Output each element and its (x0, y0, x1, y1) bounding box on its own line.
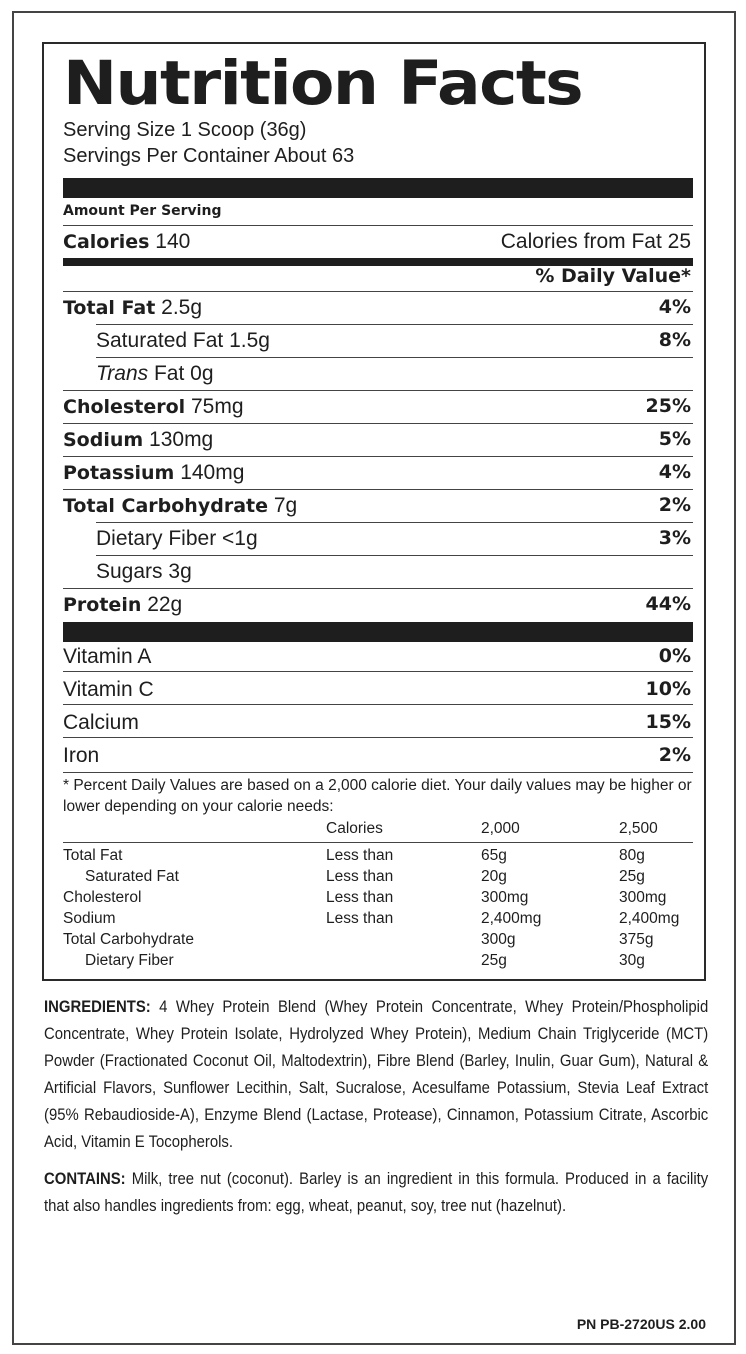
calories-row (63, 225, 693, 258)
nutrient-row-sodium (63, 423, 693, 456)
vitamin-name: Vitamin A (63, 645, 152, 668)
nutrient-name: Sodium 130mg (63, 428, 214, 451)
nutrient-dv: 2% (658, 494, 691, 516)
nutrient-row-sugars (63, 555, 693, 588)
dv-table-header (63, 820, 693, 842)
nutrient-row-total-fat (63, 291, 693, 324)
vitamin-name: Iron (63, 744, 100, 767)
nutrient-dv: 25% (645, 395, 691, 417)
nutrient-row-protein (63, 588, 693, 621)
nutrient-row-saturated-fat (63, 324, 693, 357)
nutrient-name: Potassium 140mg (63, 461, 245, 484)
nutrient-name: Sugars 3g (96, 560, 192, 583)
calories-from-fat-label: Calories from Fat (500, 230, 662, 253)
calories-label: Calories (63, 231, 150, 253)
nutrient-name: Dietary Fiber <1g (96, 527, 258, 550)
daily-value-footnote: * Percent Daily Values are based on a 2,000 calorie diet. Your daily values may be higher or lower depending on your calorie needs: (63, 777, 692, 815)
nutrient-name: Total Carbohydrate 7g (63, 494, 298, 517)
vitamin-dv: 10% (645, 678, 691, 700)
dv-header-2000: 2,000 (481, 820, 520, 837)
amount-per-serving: Amount Per Serving (63, 203, 222, 219)
nutrient-name: Total Fat 2.5g (63, 296, 203, 319)
contains-label: CONTAINS: (44, 1170, 126, 1188)
serving-size: Serving Size 1 Scoop (36g) (63, 119, 307, 141)
nutrient-dv: 5% (658, 428, 691, 450)
contains-statement (44, 1166, 708, 1220)
nutrient-name: Cholesterol 75mg (63, 395, 244, 418)
vitamin-dv: 15% (645, 711, 691, 733)
nutrient-row-dietary-fiber (63, 522, 693, 555)
divider (63, 772, 693, 773)
divider (63, 842, 693, 843)
vitamin-dv: 2% (658, 744, 691, 766)
panel-title: Nutrition Facts (63, 48, 583, 119)
nutrient-dv: 8% (658, 329, 691, 351)
nutrient-name: Saturated Fat 1.5g (96, 329, 270, 352)
contains-text: Milk, tree nut (coconut). Barley is an ingredient in this formula. Produced in a facility that also handles ingredients from: egg, wheat, peanut, soy, tree nut (hazelnut). (44, 1170, 709, 1215)
vitamin-row-a (63, 640, 693, 673)
nutrient-row-total-carbohydrate (63, 489, 693, 522)
ingredients-label: INGREDIENTS: (44, 998, 151, 1016)
thick-divider-top (63, 178, 693, 198)
nutrient-dv: 3% (658, 527, 691, 549)
dv-header-2500: 2,500 (619, 820, 658, 837)
vitamin-row-iron (63, 739, 693, 772)
nutrient-name: Trans Fat 0g (96, 362, 214, 385)
nutrient-row-cholesterol (63, 390, 693, 423)
vitamin-row-c (63, 673, 693, 706)
nutrient-row-trans-fat (63, 357, 693, 390)
nutrient-row-potassium (63, 456, 693, 489)
vitamin-name: Vitamin C (63, 678, 154, 701)
servings-per-container: Servings Per Container About 63 (63, 145, 355, 167)
dv-header-calories: Calories (326, 820, 383, 837)
calories-value: 140 (155, 230, 191, 253)
part-number: PN PB-2720US 2.00 (576, 1316, 706, 1332)
divider (63, 671, 693, 672)
calories-from-fat-value: 25 (667, 230, 691, 253)
ingredients-text: 4 Whey Protein Blend (Whey Protein Concentrate, Whey Protein/Phospholipid Concentrate, Whey Protein Isolate, Hydrolyzed Whey Protein), Medium Chain Triglyceride (MCT) Powder (Fractionated Coconut Oil, Maltodextrin), Fibre Blend (Barley, Inulin, Guar Gum), Natural & Artificial Flavors, Sunflower Lecithin, Salt, Sucralose, Acesulfame Potassium, Stevia Leaf Extract (95% Rebaudioside-A), Enzyme Blend (Lactase, Protease), Cinnamon, Potassium Citrate, Ascorbic Acid, Vitamin E Tocopherols. (44, 998, 709, 1151)
calories-name (63, 225, 190, 259)
ingredients-statement (44, 994, 708, 1156)
vitamin-name: Calcium (63, 711, 139, 734)
daily-value-header-row (63, 262, 693, 290)
daily-value-header: % Daily Value* (535, 265, 691, 287)
nutrient-dv: 4% (658, 461, 691, 483)
calories-from-fat (501, 225, 691, 258)
nutrient-dv: 4% (658, 296, 691, 318)
vitamin-row-calcium (63, 706, 693, 739)
divider (63, 704, 693, 705)
nutrient-dv: 44% (645, 593, 691, 615)
nutrition-facts-panel: Nutrition Facts Serving Size 1 Scoop (36g) Servings Per Container About 63 Amount Per Serving Calories 140 Calories from Fat 25 % Daily Value* Total Fat 2.5g 4% Saturated Fat 1.5g 8% Trans Fat 0g Cholesterol 75mg 25% Sodium 130mg 5% Potassium 140mg 4% Total Carbohydrate 7g 2% Dietary Fiber <1g 3% Sugars 3g Protein 22g 44% Vitamin A 0% Vitamin C 10% Calcium 15% Iron 2% * Percent Daily Values are based on a 2,000 calorie diet. Your daily values may be higher or lower depending on your calorie needs: Calories 2,000 2,500 Total Fat Less than 65g 80g Saturated Fat Less than 20g 25g Cholesterol Less than 300mg 300mg Sodium Less than 2,400mg 2,400mg Total Carbohydrate 300g 375g Dietary Fiber 25g 30g (42, 42, 706, 981)
divider (63, 737, 693, 738)
nutrient-name: Protein 22g (63, 593, 183, 616)
vitamin-dv: 0% (658, 645, 691, 667)
thick-divider-vitamins (63, 622, 693, 642)
